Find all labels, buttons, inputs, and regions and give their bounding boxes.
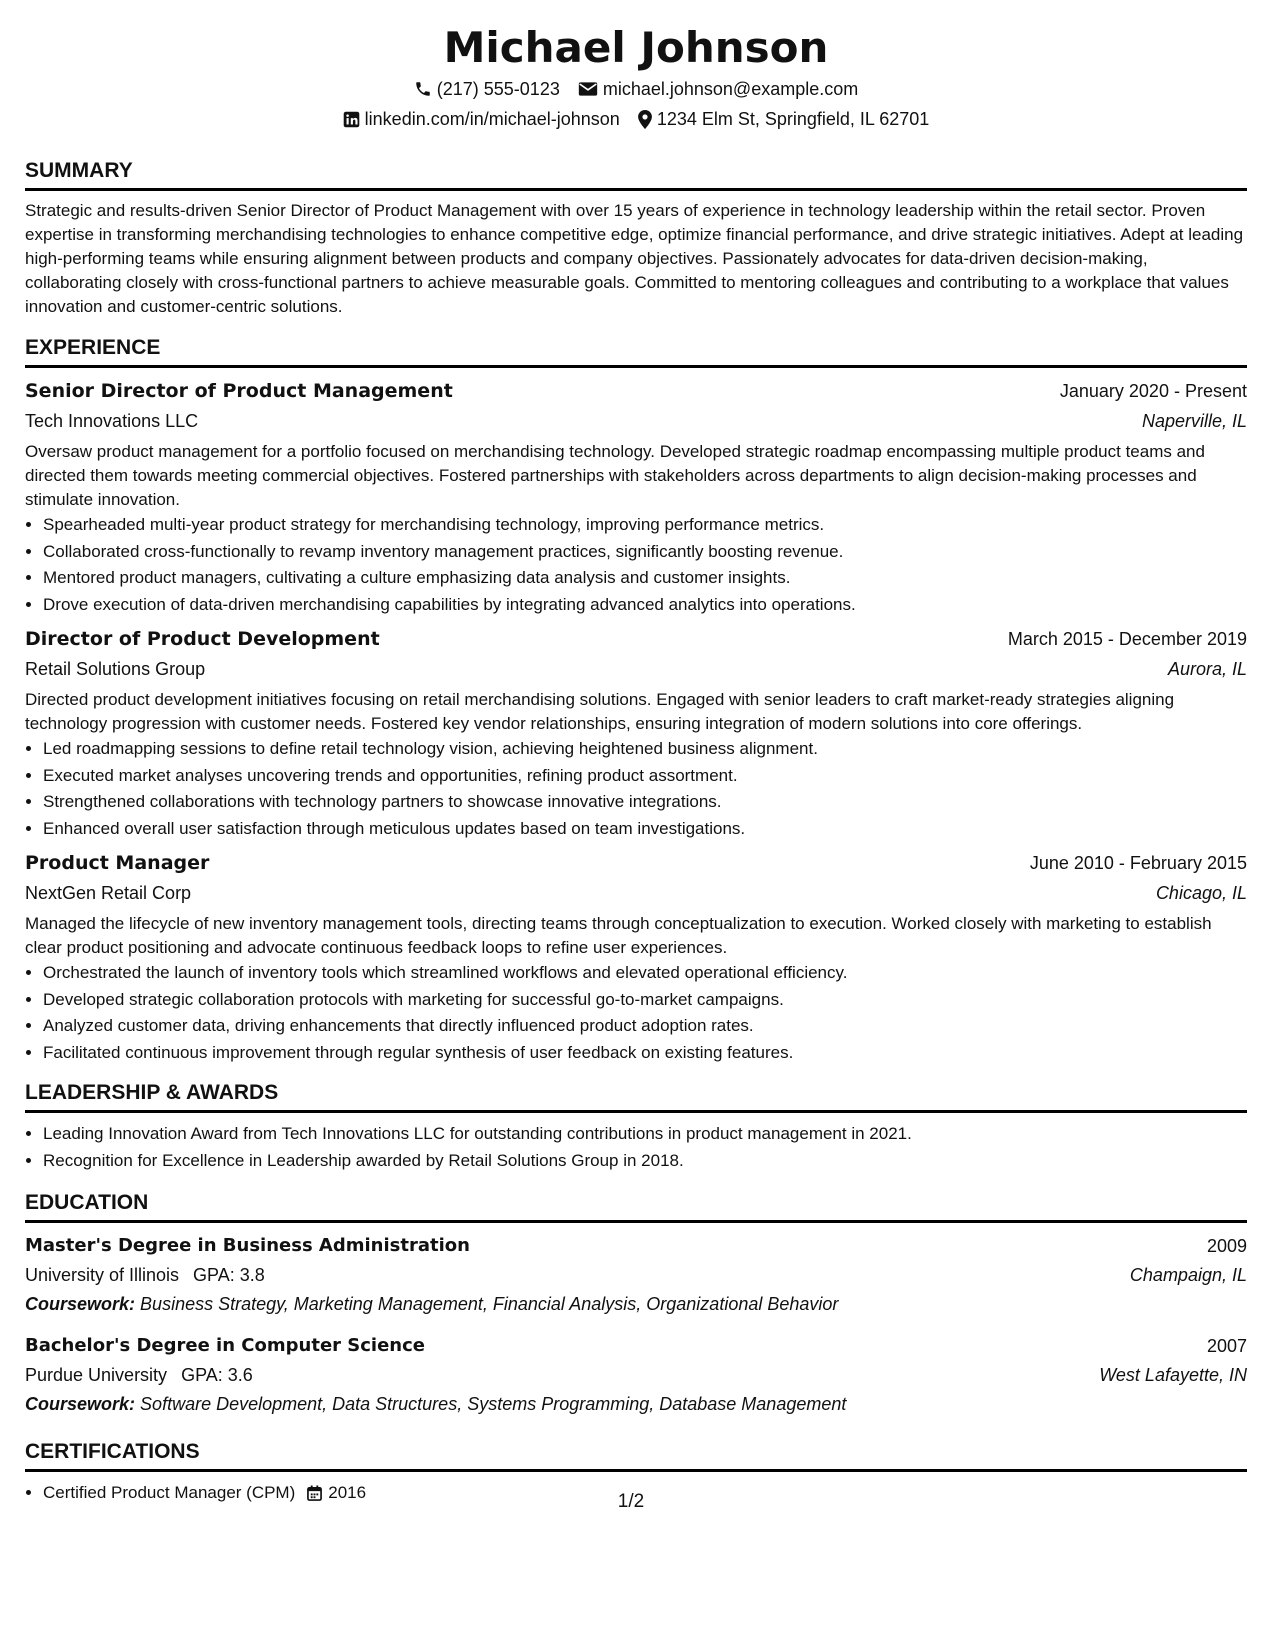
- envelope-icon: [578, 81, 598, 97]
- education-entry: [25, 1331, 1247, 1419]
- job-bullets: [25, 512, 1247, 618]
- job-entry: [25, 376, 1247, 618]
- experience-heading: EXPERIENCE: [25, 336, 161, 359]
- job-header: [25, 624, 1247, 654]
- award-item: • Leading Innovation Award from Tech Innovations LLC for outstanding contributions in product management in 2021.: [43, 1121, 1247, 1148]
- coursework: [25, 1289, 1247, 1319]
- contact-row-2: [25, 104, 1247, 134]
- job-company: Tech Innovations LLC: [25, 411, 199, 431]
- resume-page: [25, 0, 1247, 1512]
- bullet-item: • Collaborated cross-functionally to revamp inventory management practices, significantly boosting revenue.: [43, 539, 1247, 566]
- bullet-item: • Analyzed customer data, driving enhancements that directly influenced product adoption rates.: [43, 1013, 1247, 1040]
- bullet-item: • Spearheaded multi-year product strategy for merchandising technology, improving performance metrics.: [43, 512, 1247, 539]
- education-subheader: [25, 1261, 1247, 1289]
- bullet-item: • Mentored product managers, cultivating a culture emphasizing data analysis and customer insights.: [43, 565, 1247, 592]
- job-header: [25, 376, 1247, 406]
- job-description: Oversaw product management for a portfolio focused on merchandising technology. Developed strategic roadmap encompassing multiple product teams and directed them towards meeting commercial objectives. Fostered partnerships with stakeholders across departments to align decision-making processes and stimulate innovation.: [25, 442, 1205, 509]
- school-name: University of Illinois: [25, 1265, 180, 1285]
- job-company: Retail Solutions Group: [25, 659, 206, 679]
- job-bullets: [25, 736, 1247, 842]
- section-divider: [25, 1110, 1247, 1113]
- graduation-year: 2007: [1206, 1336, 1247, 1356]
- education-entry: [25, 1231, 1247, 1319]
- candidate-name: Michael Johnson: [443, 23, 829, 72]
- education-header: [25, 1231, 1247, 1261]
- contact-row-1: [25, 74, 1247, 104]
- phone-icon: [414, 80, 432, 98]
- contact-email: [578, 74, 858, 104]
- degree-title: Master's Degree in Business Administration: [25, 1235, 470, 1256]
- page-number: 1/2: [617, 1491, 645, 1512]
- awards-list: [25, 1121, 1247, 1174]
- education-subheader: [25, 1361, 1247, 1389]
- job-description: Managed the lifecycle of new inventory management tools, directing teams through conceptualization to execution. Worked closely with marketing to establish clear product positioning and advocate continuous feedback loops to refine user experiences.: [25, 914, 1212, 957]
- contact-address: [638, 104, 930, 134]
- phone-text[interactable]: (217) 555-0123: [436, 79, 560, 99]
- map-pin-icon: [638, 110, 652, 129]
- job-description: Directed product development initiatives focusing on retail merchandising solutions. Engaged with senior leaders to craft market-ready strategies aligning technology progression with customer needs. Fostered key vendor relationships, ensuring integration of modern solutions into core offerings.: [25, 690, 1175, 733]
- section-divider: [25, 188, 1247, 191]
- leadership-section: [25, 1072, 1247, 1174]
- contact-phone: [414, 74, 560, 104]
- bullet-item: • Orchestrated the launch of inventory tools which streamlined workflows and elevated operational efficiency.: [43, 960, 1247, 987]
- summary-section: [25, 150, 1247, 319]
- job-subheader: [25, 878, 1247, 908]
- job-title: Senior Director of Product Management: [25, 380, 453, 402]
- degree-title: Bachelor's Degree in Computer Science: [25, 1335, 425, 1356]
- leadership-heading: LEADERSHIP & AWARDS: [25, 1081, 279, 1104]
- job-dates: January 2020 - Present: [1059, 381, 1247, 401]
- coursework-list: Business Strategy, Marketing Management, Financial Analysis, Organizational Behavior: [140, 1294, 839, 1314]
- certifications-heading: CERTIFICATIONS: [25, 1440, 200, 1463]
- resume-header: [25, 22, 1247, 134]
- gpa: GPA: 3.8: [193, 1265, 265, 1285]
- education-header: [25, 1331, 1247, 1361]
- summary-text: Strategic and results-driven Senior Director of Product Management with over 15 years of experience in technology leadership within the retail sector. Proven expertise in transforming merchandising technologies to enhance competitive edge, optimize financial performance, and drive strategic initiatives. Adept at leading high-performing teams while ensuring alignment between products and company objectives. Passionately advocates for data-driven decision-making, collaborating closely with cross-functional partners to achieve measurable goals. Committed to mentoring colleagues and contributing to a workplace that values innovation and customer-centric solutions.: [25, 201, 1244, 316]
- gpa: GPA: 3.6: [181, 1365, 253, 1385]
- summary-heading: SUMMARY: [25, 159, 133, 182]
- education-section: [25, 1182, 1247, 1419]
- bullet-item: • Drove execution of data-driven merchandising capabilities by integrating advanced analytics into operations.: [43, 592, 1247, 619]
- email-link[interactable]: michael.johnson@example.com: [602, 79, 859, 99]
- school-location: Champaign, IL: [1129, 1265, 1247, 1285]
- job-dates: June 2010 - February 2015: [1029, 853, 1247, 873]
- job-subheader: [25, 654, 1247, 684]
- school-and-gpa: [25, 1361, 253, 1389]
- address-text: 1234 Elm St, Springfield, IL 62701: [656, 109, 930, 129]
- school-location: West Lafayette, IN: [1099, 1365, 1247, 1385]
- job-location: Chicago, IL: [1155, 883, 1247, 903]
- job-title: Product Manager: [25, 852, 210, 874]
- job-subheader: [25, 406, 1247, 436]
- bullet-item: • Facilitated continuous improvement through regular synthesis of user feedback on existing features.: [43, 1040, 1247, 1067]
- graduation-year: 2009: [1206, 1236, 1247, 1256]
- bullet-item: • Led roadmapping sessions to define retail technology vision, achieving heightened business alignment.: [43, 736, 1247, 763]
- bullet-item: • Strengthened collaborations with technology partners to showcase innovative integrations.: [43, 789, 1247, 816]
- certification-year: 2016: [328, 1483, 367, 1502]
- job-title: Director of Product Development: [25, 628, 380, 650]
- job-location: Aurora, IL: [1167, 659, 1247, 679]
- job-location: Naperville, IL: [1141, 411, 1247, 431]
- job-header: [25, 848, 1247, 878]
- bullet-item: • Developed strategic collaboration protocols with marketing for successful go-to-market campaigns.: [43, 987, 1247, 1014]
- job-dates: March 2015 - December 2019: [1007, 629, 1247, 649]
- bullet-item: • Enhanced overall user satisfaction through meticulous updates based on team investigations.: [43, 816, 1247, 843]
- coursework-label: Coursework:: [25, 1294, 136, 1314]
- award-item: • Recognition for Excellence in Leadership awarded by Retail Solutions Group in 2018.: [43, 1148, 1247, 1175]
- section-divider: [25, 365, 1247, 368]
- linkedin-icon: [343, 111, 360, 128]
- coursework: [25, 1389, 1247, 1419]
- bullet-item: • Executed market analyses uncovering trends and opportunities, refining product assortment.: [43, 763, 1247, 790]
- contact-linkedin: [343, 104, 620, 134]
- linkedin-link[interactable]: linkedin.com/in/michael-johnson: [364, 109, 620, 129]
- job-entry: [25, 848, 1247, 1066]
- section-divider: [25, 1469, 1247, 1472]
- job-company: NextGen Retail Corp: [25, 883, 192, 903]
- coursework-list: Software Development, Data Structures, Systems Programming, Database Management: [140, 1394, 847, 1414]
- job-bullets: [25, 960, 1247, 1066]
- experience-section: [25, 327, 1247, 1066]
- job-entry: [25, 624, 1247, 842]
- school-and-gpa: [25, 1261, 265, 1289]
- coursework-label: Coursework:: [25, 1394, 136, 1414]
- section-divider: [25, 1220, 1247, 1223]
- education-heading: EDUCATION: [25, 1191, 149, 1214]
- certification-name: • Certified Product Manager (CPM): [43, 1483, 296, 1502]
- school-name: Purdue University: [25, 1365, 168, 1385]
